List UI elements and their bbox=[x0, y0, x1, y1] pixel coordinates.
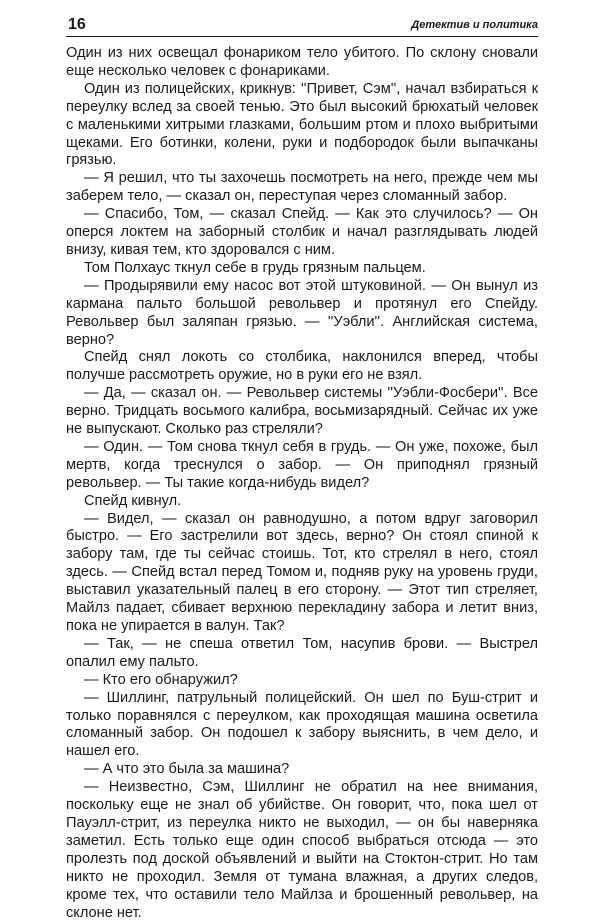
page-number: 16 bbox=[68, 16, 86, 33]
book-page bbox=[66, 16, 538, 922]
page-header bbox=[66, 16, 538, 37]
paragraph: — Да, — сказал он. — Револьвер системы ''Уэбли-Фосбери''. Все верно. Тридцать восьмого калибра, восьмизарядный. Сейчас их уже не выпускают. Сколько раз стреляли? bbox=[66, 385, 538, 438]
running-title: Детектив и политика bbox=[411, 19, 538, 31]
paragraph: — Спасибо, Том, — сказал Спейд. — Как это случилось? — Он оперся локтем на заборный столбик и начал разглядывать людей внизу, кивая тем, кто здоровался с ним. bbox=[66, 206, 538, 258]
paragraph: Один из полицейских, крикнув: ''Привет, Сэм'', начал взбираться к переулку вслед за своей тенью. Это был высокий брюхатый человек с маленькими хитрыми глазками, большим ртом и плохо выбритыми щеками. Его ботинки, колени, руки и подбородок были выпачканы грязью. bbox=[66, 80, 538, 169]
paragraph: Спейд снял локоть со столбика, наклонился вперед, чтобы получше рассмотреть оружие, но в руки его не взял. bbox=[66, 349, 538, 384]
paragraph: — Шиллинг, патрульный полицейский. Он шел по Буш-стрит и только поравнялся с переулком, как проходящая машина осветила сломанный забор. Он подошел к забору выяснить, в чем дело, и нашел его. bbox=[66, 689, 538, 760]
paragraph: Спейд кивнул. bbox=[84, 492, 182, 509]
page-body bbox=[66, 45, 538, 922]
paragraph: — Один. — Том снова ткнул себя в грудь. — Он уже, похоже, был мертв, когда треснулся о забор. — Он приподнял грязный револьвер. — Ты такие когда-нибудь видел? bbox=[66, 438, 538, 491]
paragraph: — Кто его обнаружил? bbox=[84, 671, 238, 688]
paragraph: Один из них освещал фонариком тело убитого. По склону сновали еще несколько человек с фонариками. bbox=[66, 45, 538, 79]
paragraph: — Так, — не спеша ответил Том, насупив брови. — Выстрел опалил ему пальто. bbox=[66, 635, 538, 670]
paragraph: — Я решил, что ты захочешь посмотреть на него, прежде чем мы заберем тело, — сказал он, переступая через сломанный забор. bbox=[66, 170, 538, 205]
paragraph: — А что это была за машина? bbox=[84, 761, 290, 778]
paragraph: — Продырявили ему насос вот этой штуковиной. — Он вынул из кармана пальто большой револьвер и протянул его Спейду. Револьвер был заляпан грязью. — ''Уэбли''. Английская система, верно? bbox=[66, 277, 538, 348]
paragraph: — Неизвестно, Сэм, Шиллинг не обратил на нее внимания, поскольку еще не знал об убийстве. Он говорит, что, пока шел от Пауэлл-стрит, из переулка никто не выходил, — он бы наверняка заметил. Есть только еще один способ выбраться отсюда — это пролезть под доской объявлений и выйти на Стоктон-стрит. Но там никто не проходил. Земля от тумана влажная, а других следов, кроме тех, что оставили тело Майлза и брошенный револьвер, на склоне нет. bbox=[66, 779, 538, 921]
paragraph: — Видел, — сказал он равнодушно, а потом вдруг заговорил быстро. — Его застрелили вот здесь, верно? Он стоял спиной к забору там, где ты сейчас стоишь. Тот, кто стрелял в него, стоял здесь. — Спейд встал перед Томом и, подняв руку на уровень груди, выставил указательный палец в его сторону. — Этот тип стреляет, Майлз падает, сбивает верхнюю перекладину забора и летит вниз, пока не упирается в валун. Так? bbox=[66, 510, 538, 634]
paragraph: Том Полхаус ткнул себе в грудь грязным пальцем. bbox=[84, 259, 426, 276]
